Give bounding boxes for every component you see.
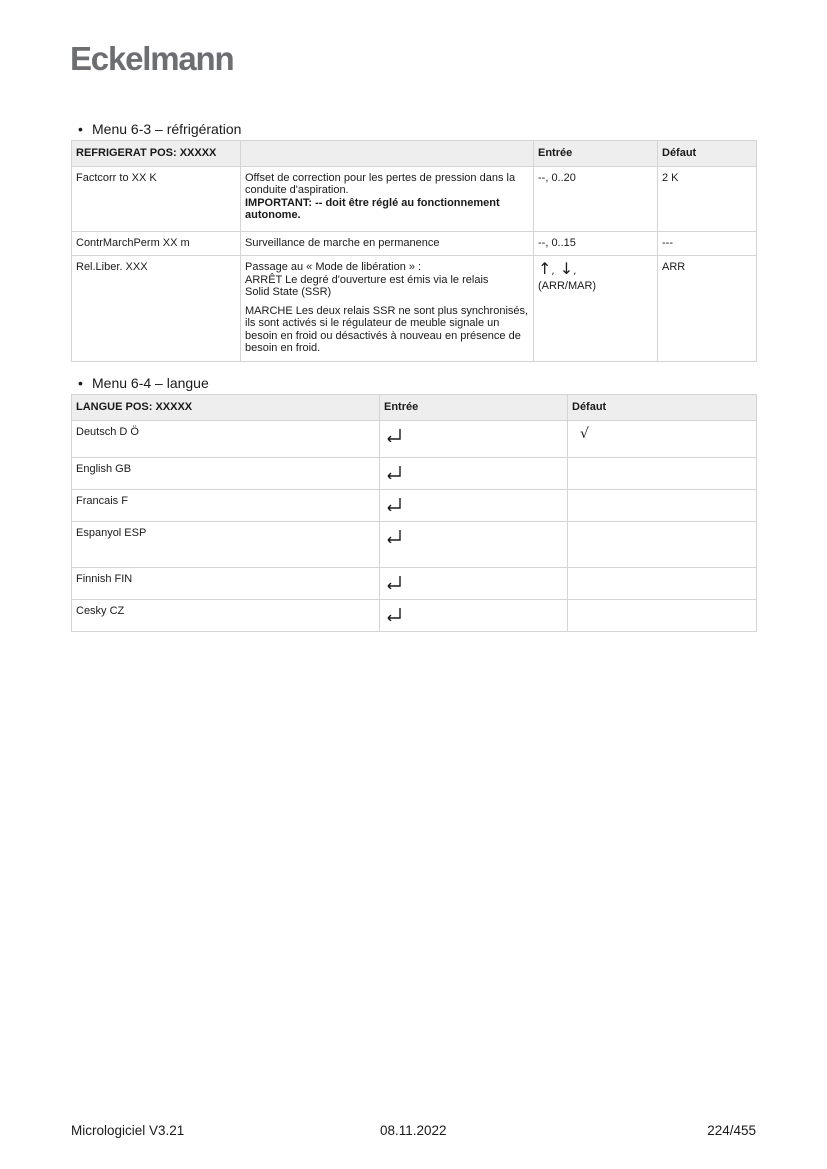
default-cell: ---: [658, 231, 757, 256]
table-row: [72, 521, 757, 567]
input-cell: [380, 457, 568, 489]
description-important: IMPORTANT: -- doit être réglé au fonctionnement autonome.: [245, 196, 500, 221]
description-cell: [241, 166, 534, 231]
footer-date: 08.11.2022: [380, 1123, 447, 1138]
table-row: [72, 256, 757, 362]
arrow-keys: [538, 261, 653, 280]
language-cell: Francais F: [72, 489, 380, 521]
input-cell: --, 0..15: [534, 231, 658, 256]
section-title-text: Menu 6-4 – langue: [92, 375, 209, 391]
section-title-menu-6-4: [78, 375, 209, 391]
table-refrigeration: [71, 140, 757, 362]
input-cell: [380, 599, 568, 631]
description-text: Offset de correction pour les pertes de pression dans la conduite d'aspiration.: [245, 171, 516, 196]
table-row: [72, 231, 757, 256]
column-header-param: REFRIGERAT POS: XXXXX: [72, 141, 241, 167]
arrow-up-icon: ↑: [538, 259, 552, 278]
language-cell: English GB: [72, 457, 380, 489]
description-line: Passage au « Mode de libération » :: [245, 261, 422, 273]
description-paragraph: MARCHE Les deux relais SSR ne sont plus synchronisés, ils sont activés si le régulateur de meuble signale un besoin en froid ou désactivés à nouveau en présence de besoin en froid.: [245, 304, 529, 354]
arrow-down-icon: ↓: [559, 259, 574, 278]
description-line: ARRÊT Le degré d'ouverture est émis via le relais: [245, 273, 489, 286]
enter-icon: [386, 428, 402, 446]
enter-icon: [386, 465, 402, 483]
separator: ,: [551, 266, 555, 277]
default-cell: [568, 489, 757, 521]
param-cell: Factcorr to XX K: [72, 166, 241, 231]
default-cell: [568, 567, 757, 599]
column-header-input: Entrée: [380, 395, 568, 421]
eckelmann-logo: Eckelmann: [70, 40, 234, 77]
input-cell: --, 0..20: [534, 166, 658, 231]
default-cell: ARR: [658, 256, 757, 362]
column-header-description: [241, 141, 534, 167]
input-cell: [380, 489, 568, 521]
table-row: [72, 599, 757, 631]
column-header-default: Défaut: [658, 141, 757, 167]
checkmark-icon: √: [580, 425, 589, 442]
description-cell: [241, 256, 534, 362]
bullet: •: [78, 121, 83, 137]
language-cell: Finnish FIN: [72, 567, 380, 599]
footer-page-number: 224/455: [707, 1123, 756, 1138]
table-row: [72, 567, 757, 599]
table-row: [72, 489, 757, 521]
param-cell: Rel.Liber. XXX: [72, 256, 241, 362]
enter-icon: [386, 497, 402, 515]
section-title-menu-6-3: [78, 121, 241, 137]
input-cell: [380, 521, 568, 567]
input-cell: [380, 420, 568, 457]
table-row: [72, 420, 757, 457]
input-values: (ARR/MAR): [538, 280, 597, 292]
param-cell: ContrMarchPerm XX m: [72, 231, 241, 256]
separator: ,: [573, 266, 577, 277]
footer-firmware-version: Micrologiciel V3.21: [71, 1123, 185, 1138]
language-cell: Cesky CZ: [72, 599, 380, 631]
default-cell: 2 K: [658, 166, 757, 231]
default-cell: [568, 599, 757, 631]
description-cell: Surveillance de marche en permanence: [241, 231, 534, 256]
default-cell: [568, 521, 757, 567]
enter-icon: [386, 529, 402, 547]
column-header-default: Défaut: [568, 395, 757, 421]
table-row: [72, 166, 757, 231]
language-cell: Espanyol ESP: [72, 521, 380, 567]
description-line: Solid State (SSR): [245, 286, 332, 298]
table-language: [71, 394, 757, 632]
column-header-input: Entrée: [534, 141, 658, 167]
default-cell: [568, 420, 757, 457]
enter-icon: [386, 575, 402, 593]
table-header-row: [72, 141, 757, 167]
bullet: •: [78, 375, 83, 391]
section-title-text: Menu 6-3 – réfrigération: [92, 121, 242, 137]
input-cell: [380, 567, 568, 599]
column-header-language: LANGUE POS: XXXXX: [72, 395, 380, 421]
default-cell: [568, 457, 757, 489]
language-cell: Deutsch D Ö: [72, 420, 380, 457]
input-cell: [534, 256, 658, 362]
table-header-row: [72, 395, 757, 421]
table-row: [72, 457, 757, 489]
enter-icon: [386, 607, 402, 625]
